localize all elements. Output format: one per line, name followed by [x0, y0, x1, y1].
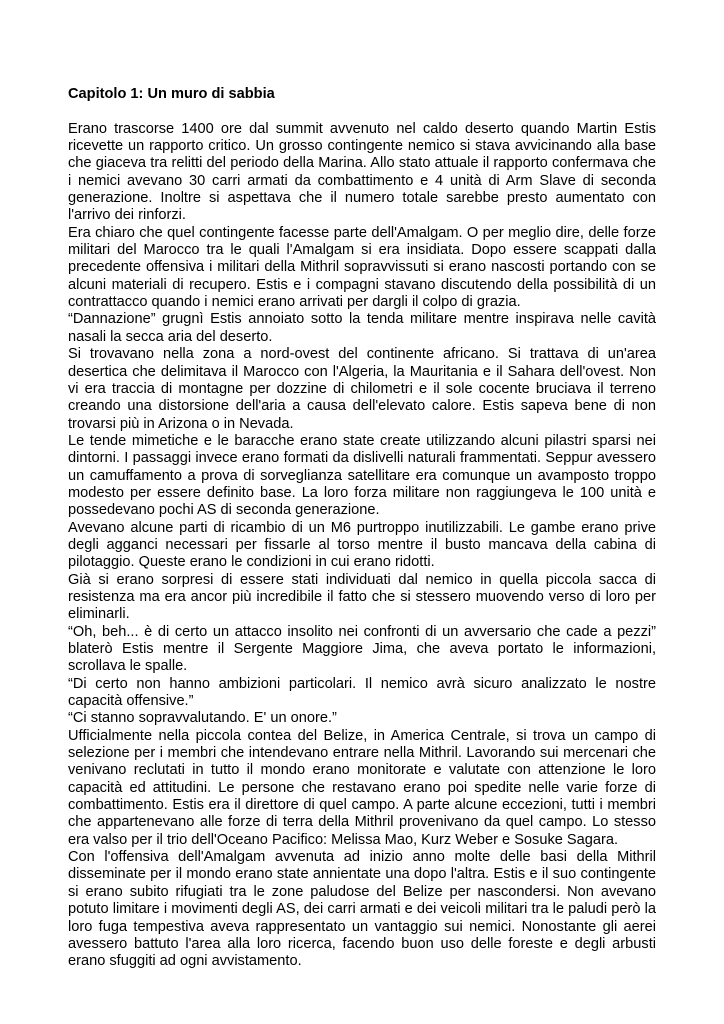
paragraph: “Di certo non hanno ambizioni particolari. Il nemico avrà sicuro analizzato le nostre capacità offensive.”: [68, 675, 656, 710]
paragraph: Erano trascorse 1400 ore dal summit avvenuto nel caldo deserto quando Martin Estis ricevette un rapporto critico. Un grosso contingente nemico si stava avvicinando alla base che giaceva tra relitti del periodo della Marina. Allo stato attuale il rapporto confermava che i nemici avevano 30 carri armati da combattimento e 4 unità di Arm Slave di seconda generazione. Inoltre si aspettava che il numero totale sarebbe presto aumentato con l'arrivo dei rinforzi.: [68, 120, 656, 224]
document-page: [68, 86, 656, 971]
paragraph: Con l'offensiva dell'Amalgam avvenuta ad inizio anno molte delle basi della Mithril disseminate per il mondo erano state annientate una dopo l'altra. Estis e il suo contingente si erano subito rifugiati tra le zone paludose del Belize per nascondersi. Non avevano potuto limitare i movimenti degli AS, dei carri armati e dei veicoli militari tra le paludi però la loro fuga tempestiva aveva rappresentato un vantaggio sui nemici. Nonostante gli aerei avessero battuto l'area alla loro ricerca, facendo buon uso delle foreste e degli arbusti erano sfuggiti ad ogni avvistamento.: [68, 849, 656, 970]
paragraph: Era chiaro che quel contingente facesse parte dell'Amalgam. O per meglio dire, delle forze militari del Marocco tra le quali l'Amalgam si era insidiata. Dopo essere scappati dalla precedente offensiva i militari della Mithril sopravvissuti si erano nascosti portando con se alcuni materiali di recupero. Estis e i compagni stavano discutendo della possibilità di un contrattacco quando i nemici erano arrivati per dargli il colpo di grazia.: [68, 224, 656, 311]
paragraph: “Dannazione” grugnì Estis annoiato sotto la tenda militare mentre inspirava nelle cavità nasali la secca aria del deserto.: [68, 311, 656, 345]
paragraph: Ufficialmente nella piccola contea del Belize, in America Centrale, si trova un campo di selezione per i membri che intendevano entrare nella Mithril. Lavorando sui mercenari che venivano reclutati in tutto il mondo erano monitorate e valutate con attenzione le loro capacità ed attitudini. Le persone che restavano erano poi spedite nelle varie forze di combattimento. Estis era il direttore di quel campo. A parte alcune eccezioni, tutti i membri che appartenevano alle forze di terra della Mithril provenivano da quel campo. Lo stesso era valso per il trio dell'Oceano Pacifico: Melissa Mao, Kurz Weber e Sosuke Sagara.: [68, 727, 656, 848]
chapter-title: Capitolo 1: Un muro di sabbia: [68, 86, 275, 102]
paragraph: Le tende mimetiche e le baracche erano state create utilizzando alcuni pilastri sparsi nei dintorni. I passaggi invece erano formati da dislivelli naturali frammentati. Seppur avessero un camuffamento a prova di sorveglianza satellitare era comunque un avamposto troppo modesto per essere definito base. La loro forza militare non raggiungeva le 100 unità e possedevano pochi AS di seconda generazione.: [68, 432, 656, 519]
paragraph: “Ci stanno sopravvalutando. E' un onore.”: [68, 710, 337, 727]
paragraph: Avevano alcune parti di ricambio di un M6 purtroppo inutilizzabili. Le gambe erano prive degli agganci necessari per fissarle al torso mentre il busto mancava della cabina di pilotaggio. Queste erano le condizioni in cui erano ridotti.: [68, 519, 656, 571]
paragraph: Si trovavano nella zona a nord-ovest del continente africano. Si trattava di un'area desertica che delimitava il Marocco con l'Algeria, la Mauritania e il Sahara dell'ovest. Non vi era traccia di montagne per dozzine di chilometri e il sole cocente bruciava il terreno creando una distorsione dell'aria a causa dell'elevato calore. Estis sapeva bene di non trovarsi più in Arizona o in Nevada.: [68, 346, 656, 432]
paragraph: “Oh, beh... è di certo un attacco insolito nei confronti di un avversario che cade a pezzi” blaterò Estis mentre il Sergente Maggiore Jima, che aveva portato le informazioni, scrollava le spalle.: [68, 623, 656, 675]
paragraph: Già si erano sorpresi di essere stati individuati dal nemico in quella piccola sacca di resistenza ma era ancor più incredibile il fatto che si stessero muovendo verso di loro per eliminarli.: [68, 571, 656, 623]
